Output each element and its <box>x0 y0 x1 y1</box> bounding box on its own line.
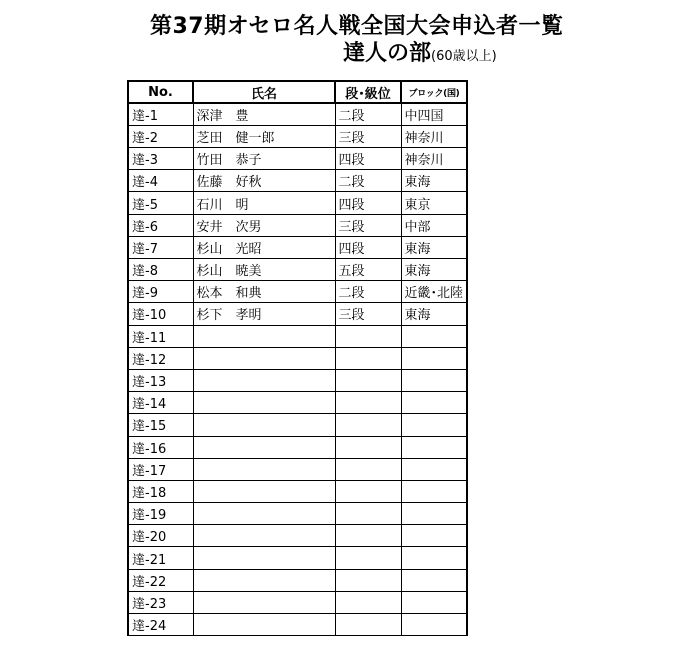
cell-rank <box>335 392 401 414</box>
cell-name <box>193 414 335 436</box>
cell-block <box>401 547 467 569</box>
cell-rank <box>335 369 401 391</box>
cell-name <box>193 325 335 347</box>
cell-rank: 五段 <box>335 259 401 281</box>
cell-no: 達-16 <box>128 436 193 458</box>
table-row <box>128 591 467 613</box>
cell-block: 東海 <box>401 259 467 281</box>
cell-block: 中四国 <box>401 103 467 125</box>
cell-no: 達-12 <box>128 347 193 369</box>
cell-no: 達-17 <box>128 458 193 480</box>
cell-no: 達-1 <box>128 103 193 125</box>
cell-name <box>193 392 335 414</box>
cell-rank <box>335 569 401 591</box>
cell-block <box>401 458 467 480</box>
header-name: 氏名 <box>193 81 335 103</box>
cell-no: 達-19 <box>128 503 193 525</box>
cell-block: 中部 <box>401 214 467 236</box>
table-row <box>128 525 467 547</box>
cell-name: 杉下 孝明 <box>193 303 335 325</box>
table-row <box>128 170 467 192</box>
page-title: 第37期オセロ名人戦全国大会申込者一覧 <box>150 14 564 39</box>
header-block: ブロック(国) <box>401 81 467 103</box>
cell-no: 達-11 <box>128 325 193 347</box>
table-row <box>128 303 467 325</box>
table-row <box>128 569 467 591</box>
table-row <box>128 236 467 258</box>
cell-name <box>193 547 335 569</box>
cell-name <box>193 614 335 636</box>
cell-block: 東京 <box>401 192 467 214</box>
cell-block: 神奈川 <box>401 125 467 147</box>
cell-rank: 三段 <box>335 125 401 147</box>
cell-block <box>401 614 467 636</box>
cell-rank <box>335 525 401 547</box>
cell-name: 佐藤 好秋 <box>193 170 335 192</box>
table-row <box>128 369 467 391</box>
cell-rank: 二段 <box>335 281 401 303</box>
cell-rank <box>335 591 401 613</box>
cell-no: 達-10 <box>128 303 193 325</box>
cell-rank <box>335 614 401 636</box>
table-header-row <box>128 81 467 103</box>
cell-block: 東海 <box>401 303 467 325</box>
cell-rank <box>335 547 401 569</box>
table-row <box>128 392 467 414</box>
cell-no: 達-20 <box>128 525 193 547</box>
cell-rank: 二段 <box>335 170 401 192</box>
cell-no: 達-6 <box>128 214 193 236</box>
table-row <box>128 614 467 636</box>
cell-block: 近畿･北陸 <box>401 281 467 303</box>
cell-block <box>401 525 467 547</box>
cell-rank: 三段 <box>335 303 401 325</box>
cell-rank: 三段 <box>335 214 401 236</box>
cell-name: 杉山 暁美 <box>193 259 335 281</box>
cell-block <box>401 347 467 369</box>
cell-rank <box>335 436 401 458</box>
cell-rank <box>335 325 401 347</box>
cell-name: 芝田 健一郎 <box>193 125 335 147</box>
division-name: 達人の部 <box>343 41 432 66</box>
applicant-table <box>127 80 468 636</box>
table-row <box>128 281 467 303</box>
table-row <box>128 436 467 458</box>
cell-block <box>401 436 467 458</box>
header-no: No. <box>128 81 193 103</box>
cell-rank: 四段 <box>335 236 401 258</box>
cell-rank <box>335 414 401 436</box>
table-row <box>128 192 467 214</box>
cell-no: 達-15 <box>128 414 193 436</box>
cell-name <box>193 480 335 502</box>
cell-name <box>193 569 335 591</box>
table-row <box>128 325 467 347</box>
cell-no: 達-13 <box>128 369 193 391</box>
cell-block <box>401 503 467 525</box>
cell-name: 石川 明 <box>193 192 335 214</box>
cell-name <box>193 458 335 480</box>
cell-name <box>193 436 335 458</box>
table-row <box>128 214 467 236</box>
cell-rank <box>335 458 401 480</box>
cell-no: 達-7 <box>128 236 193 258</box>
table-row <box>128 458 467 480</box>
cell-name: 安井 次男 <box>193 214 335 236</box>
header-rank: 段･級位 <box>335 81 401 103</box>
cell-no: 達-14 <box>128 392 193 414</box>
table-row <box>128 347 467 369</box>
cell-block <box>401 569 467 591</box>
cell-name: 松本 和典 <box>193 281 335 303</box>
table-row <box>128 125 467 147</box>
cell-name <box>193 591 335 613</box>
cell-rank <box>335 347 401 369</box>
cell-name <box>193 369 335 391</box>
cell-block: 東海 <box>401 236 467 258</box>
cell-block <box>401 325 467 347</box>
cell-name <box>193 525 335 547</box>
cell-rank <box>335 503 401 525</box>
cell-no: 達-21 <box>128 547 193 569</box>
cell-no: 達-9 <box>128 281 193 303</box>
table-row <box>128 480 467 502</box>
cell-no: 達-5 <box>128 192 193 214</box>
cell-no: 達-23 <box>128 591 193 613</box>
table-row <box>128 148 467 170</box>
cell-block <box>401 591 467 613</box>
cell-name <box>193 347 335 369</box>
cell-no: 達-3 <box>128 148 193 170</box>
cell-rank <box>335 480 401 502</box>
cell-no: 達-24 <box>128 614 193 636</box>
cell-block <box>401 392 467 414</box>
cell-block <box>401 480 467 502</box>
cell-rank: 四段 <box>335 192 401 214</box>
cell-no: 達-18 <box>128 480 193 502</box>
age-note: (60歳以上) <box>431 49 497 64</box>
cell-no: 達-22 <box>128 569 193 591</box>
cell-rank: 二段 <box>335 103 401 125</box>
cell-block <box>401 369 467 391</box>
cell-no: 達-4 <box>128 170 193 192</box>
cell-name <box>193 503 335 525</box>
cell-block: 神奈川 <box>401 148 467 170</box>
cell-rank: 四段 <box>335 148 401 170</box>
cell-no: 達-2 <box>128 125 193 147</box>
cell-block <box>401 414 467 436</box>
division-subtitle <box>343 36 497 67</box>
cell-no: 達-8 <box>128 259 193 281</box>
table-row <box>128 414 467 436</box>
table-row <box>128 503 467 525</box>
cell-name: 深津 豊 <box>193 103 335 125</box>
table-row <box>128 103 467 125</box>
table-row <box>128 259 467 281</box>
table-row <box>128 547 467 569</box>
cell-name: 杉山 光昭 <box>193 236 335 258</box>
cell-name: 竹田 恭子 <box>193 148 335 170</box>
cell-block: 東海 <box>401 170 467 192</box>
